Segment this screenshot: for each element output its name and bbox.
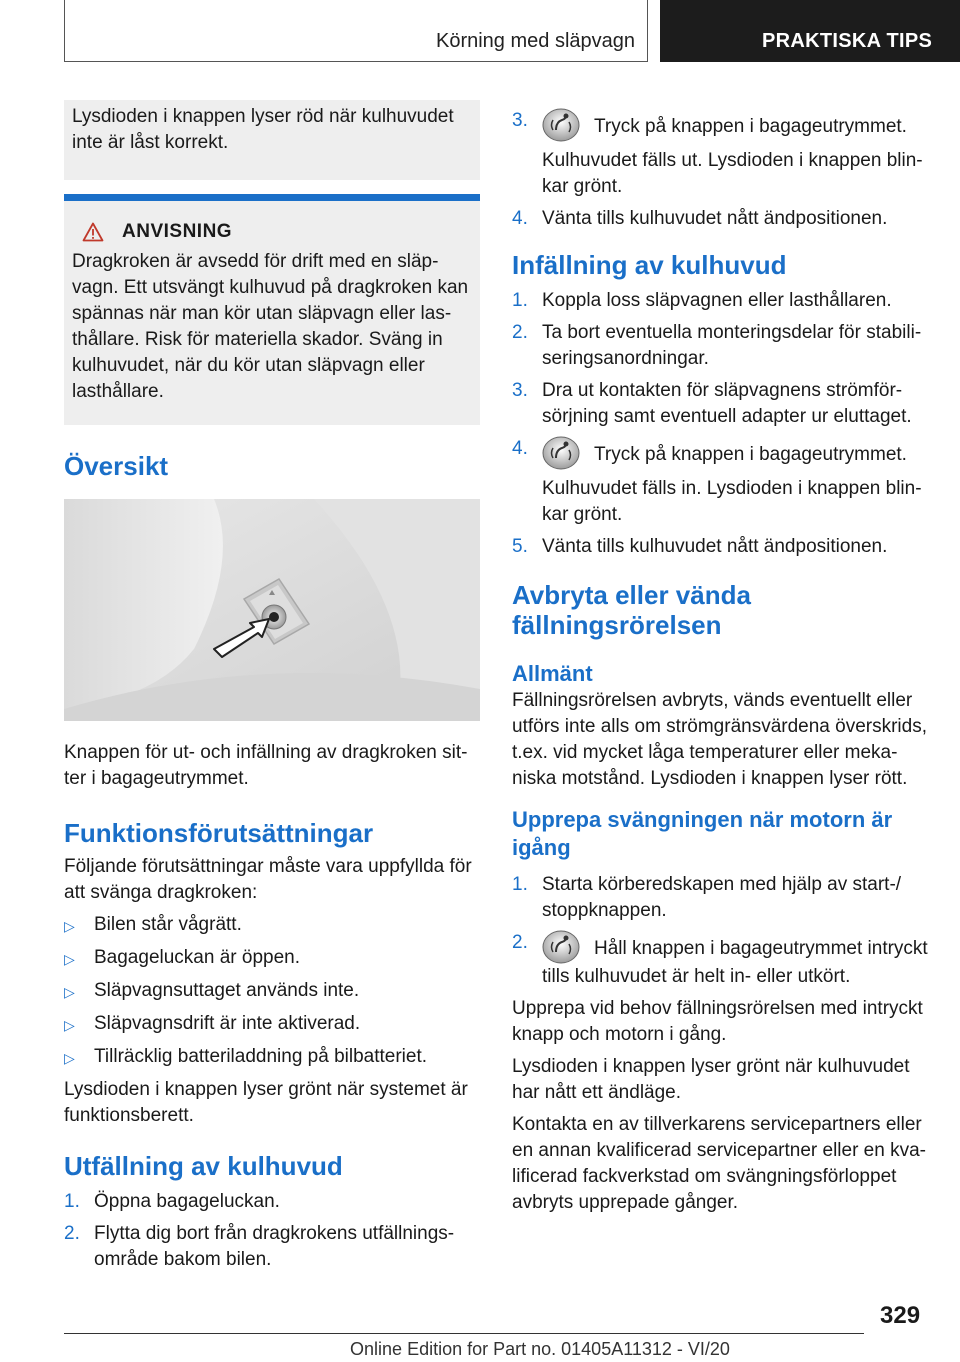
prerequisites-intro: Följande förutsättningar måste vara uppfyllda för att svänga dragkroken: bbox=[64, 856, 472, 903]
overview-heading: Översikt bbox=[64, 451, 169, 481]
list-item: 1. Koppla loss släpvagnen eller lasthållaren. bbox=[512, 290, 892, 311]
prerequisites-heading: Funktionsförutsättningar bbox=[64, 818, 374, 848]
left-column bbox=[64, 100, 480, 1279]
repeat-heading: Upprepa svängningen när motorn är igång bbox=[512, 807, 893, 860]
list-item: 4. Tryck på knappen i bagageutrymmet. Kulhuvudet fälls in. Lysdioden i knappen blinkar grönt. bbox=[512, 436, 930, 528]
led-note-text: Lysdioden i knappen lyser röd när kulhuvudet inte är låst korrekt. bbox=[72, 106, 454, 153]
list-item: 2. Håll knappen i bagageutrymmet intryckt tills kulhuvudet är helt in- eller utkört. bbox=[512, 932, 928, 987]
led-note-box bbox=[64, 100, 480, 180]
trunk-button-photo bbox=[64, 499, 480, 721]
led-paragraph: Lysdioden i knappen lyser grönt när kulhuvudet har nått ett ändläge. bbox=[512, 1056, 910, 1103]
list-item: ▷ Släpvagnsdrift är inte aktiverad. bbox=[64, 1011, 480, 1038]
list-item: ▷ Bagageluckan är öppen. bbox=[64, 945, 480, 972]
general-heading: Allmänt bbox=[512, 661, 593, 686]
triangle-bullet-icon: ▷ bbox=[64, 951, 75, 967]
header-chapter-box bbox=[660, 0, 960, 62]
retract-steps bbox=[512, 288, 930, 560]
extend-heading: Utfällning av kulhuvud bbox=[64, 1151, 343, 1181]
service-paragraph: Kontakta en av tillverkarens servicepartners eller en annan kvalificerad servicepartner eller en kvalificerad fackverkstad om svängningsförloppet avbryts upprepade gånger. bbox=[512, 1114, 926, 1213]
prerequisites-list bbox=[64, 912, 480, 1071]
retract-heading: Infällning av kulhuvud bbox=[512, 250, 787, 280]
warning-text: Dragkroken är avsedd för drift med en släpvagn. Ett utsvängt kulhuvud på dragkroken kan spännas när man kör utan släpvagn eller lasthållare. Risk för materiella skador. Sväng in kulhuvudet, när du kör utan släpvagn eller lasthållare. bbox=[72, 251, 469, 402]
list-item: ▷ Tillräcklig batteriladdning på bilbatteriet. bbox=[64, 1044, 480, 1071]
triangle-bullet-icon: ▷ bbox=[64, 918, 75, 934]
list-item: 3. Tryck på knappen i bagageutrymmet. Kulhuvudet fälls ut. Lysdioden i knappen blinkar grönt. bbox=[512, 108, 930, 200]
tow-hitch-button-icon bbox=[542, 436, 580, 470]
list-item: ▷ Bilen står vågrätt. bbox=[64, 912, 480, 939]
page-number: 329 bbox=[880, 1302, 921, 1329]
prerequisites-outro: Lysdioden i knappen lyser grönt när systemet är funktionsberett. bbox=[64, 1079, 468, 1126]
warning-top-rule bbox=[64, 194, 480, 201]
warning-triangle-icon bbox=[82, 222, 104, 242]
warning-box bbox=[64, 201, 480, 425]
footer-rule bbox=[64, 1333, 864, 1334]
list-item: 3. Dra ut kontakten för släpvagnens strömförsörjning samt eventuell adapter ur eluttaget. bbox=[512, 380, 912, 427]
list-item: 1. Öppna bagageluckan. bbox=[64, 1191, 280, 1212]
tow-hitch-button-icon bbox=[542, 930, 580, 964]
list-item: 4. Vänta tills kulhuvudet nått ändpositionen. bbox=[512, 208, 888, 229]
cancel-heading: Avbryta eller vända fällningsrörelsen bbox=[512, 580, 751, 640]
triangle-bullet-icon: ▷ bbox=[64, 1050, 75, 1066]
list-item: 1. Starta körberedskapen med hjälp av start-/ stoppknappen. bbox=[512, 874, 902, 921]
step-result: Kulhuvudet fälls ut. Lysdioden i knappen blinkar grönt. bbox=[542, 150, 923, 197]
general-text: Fällningsrörelsen avbryts, vänds eventuellt eller utförs inte alls om strömgränsvärdena överskrids, t.ex. vid mycket låga temperaturer eller mekaniska motstånd. Lysdioden i knappen lyser rött. bbox=[512, 690, 927, 789]
tow-hitch-button-icon bbox=[542, 108, 580, 142]
warning-title-row bbox=[72, 221, 472, 243]
repeat-paragraph: Upprepa vid behov fällningsrörelsen med intryckt knapp och motorn i gång. bbox=[512, 998, 923, 1045]
photo-caption: Knappen för ut- och infällning av dragkroken sitter i bagageutrymmet. bbox=[64, 742, 468, 789]
warning-title: ANVISNING bbox=[122, 221, 233, 242]
header-section-title: Körning med släpvagn bbox=[435, 30, 635, 52]
extend-steps-continued bbox=[512, 108, 930, 232]
extend-steps bbox=[64, 1189, 480, 1273]
list-item: 2. Ta bort eventuella monteringsdelar för stabiliseringsanordningar. bbox=[512, 322, 922, 369]
header-section-box bbox=[64, 0, 648, 62]
triangle-bullet-icon: ▷ bbox=[64, 984, 75, 1000]
header-chapter-title: PRAKTISKA TIPS bbox=[762, 30, 933, 52]
list-item: 2. Flytta dig bort från dragkrokens utfällningsområde bakom bilen. bbox=[64, 1223, 455, 1270]
triangle-bullet-icon: ▷ bbox=[64, 1017, 75, 1033]
repeat-steps bbox=[512, 872, 930, 990]
list-item: 5. Vänta tills kulhuvudet nått ändpositionen. bbox=[512, 536, 888, 557]
list-item: ▷ Släpvagnsuttaget används inte. bbox=[64, 978, 480, 1005]
footer-edition: Online Edition for Part no. 01405A11312 - VI/20 bbox=[350, 1339, 730, 1359]
step-result: Kulhuvudet fälls in. Lysdioden i knappen blinkar grönt. bbox=[542, 478, 922, 525]
right-column bbox=[512, 100, 930, 1216]
